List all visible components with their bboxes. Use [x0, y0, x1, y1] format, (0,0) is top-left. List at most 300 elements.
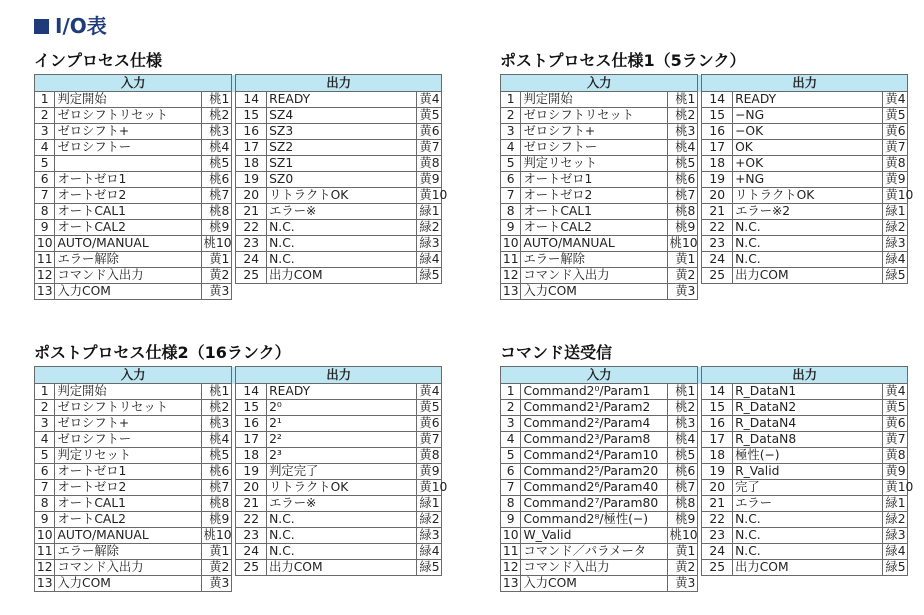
- input-header: 入力: [501, 75, 698, 92]
- output-number: 21: [702, 496, 733, 512]
- input-number: 13: [35, 576, 55, 592]
- output-header: 出力: [236, 75, 442, 92]
- empty-cell: [702, 576, 908, 592]
- input-pin: 桃1: [667, 92, 698, 108]
- input-number: 3: [501, 416, 521, 432]
- input-number: 12: [35, 560, 55, 576]
- input-number: 3: [35, 416, 55, 432]
- input-number: 9: [501, 220, 521, 236]
- input-number: 5: [35, 156, 55, 172]
- output-signal: N.C.: [267, 236, 417, 252]
- input-number: 7: [501, 188, 521, 204]
- output-number: 25: [236, 268, 267, 284]
- input-signal: ゼロシフト+: [55, 416, 201, 432]
- output-pin: 緑1: [417, 204, 442, 220]
- input-pin: 桃6: [201, 172, 232, 188]
- input-pin: 桃4: [201, 140, 232, 156]
- output-signal: 2³: [267, 448, 417, 464]
- input-signal: オートCAL2: [521, 220, 667, 236]
- input-pin: 桃9: [201, 512, 232, 528]
- empty-cell: [236, 284, 442, 300]
- output-pin: 黄8: [883, 448, 908, 464]
- input-number: 6: [35, 464, 55, 480]
- input-pin: 桃5: [201, 156, 232, 172]
- input-header: 入力: [35, 75, 232, 92]
- input-signal: AUTO/MANUAL: [521, 236, 667, 252]
- input-pin: 黄3: [667, 576, 698, 592]
- table-row: [501, 448, 908, 464]
- table-row: [501, 236, 908, 252]
- input-pin: 桃6: [201, 464, 232, 480]
- output-pin: 黄5: [417, 400, 442, 416]
- input-pin: 桃2: [667, 108, 698, 124]
- output-signal: −OK: [733, 124, 883, 140]
- output-signal: エラー※2: [733, 204, 883, 220]
- input-pin: 桃10: [201, 236, 232, 252]
- table-row: [35, 384, 442, 400]
- input-signal: オートCAL2: [55, 512, 201, 528]
- input-pin: 桃10: [667, 528, 698, 544]
- output-number: 17: [702, 432, 733, 448]
- output-signal: N.C.: [733, 220, 883, 236]
- output-signal: SZ0: [267, 172, 417, 188]
- input-number: 10: [501, 528, 521, 544]
- table-row: [35, 576, 442, 592]
- output-number: 25: [236, 560, 267, 576]
- input-pin: 桃7: [201, 188, 232, 204]
- output-number: 16: [236, 416, 267, 432]
- table-row: [35, 400, 442, 416]
- table-row: [35, 496, 442, 512]
- input-signal: コマンド／パラメータ: [521, 544, 667, 560]
- input-signal: [55, 156, 201, 172]
- output-signal: N.C.: [733, 544, 883, 560]
- table-row: [35, 188, 442, 204]
- output-signal: R_DataN2: [733, 400, 883, 416]
- input-pin: 桃10: [667, 236, 698, 252]
- table-row: [501, 464, 908, 480]
- input-header: 入力: [35, 367, 232, 384]
- output-pin: 黄8: [417, 448, 442, 464]
- output-signal: OK: [733, 140, 883, 156]
- table-row: [501, 124, 908, 140]
- output-signal: N.C.: [267, 220, 417, 236]
- input-pin: 桃2: [201, 108, 232, 124]
- table-row: [35, 172, 442, 188]
- input-pin: 黄3: [201, 576, 232, 592]
- input-number: 2: [501, 108, 521, 124]
- output-number: 17: [702, 140, 733, 156]
- input-pin: 黄1: [201, 544, 232, 560]
- output-pin: 黄7: [883, 140, 908, 156]
- io-table: [500, 74, 914, 300]
- output-signal: +NG: [733, 172, 883, 188]
- output-number: 22: [702, 512, 733, 528]
- output-pin: 緑5: [417, 268, 442, 284]
- input-number: 4: [35, 432, 55, 448]
- output-number: 14: [236, 384, 267, 400]
- output-number: 16: [702, 124, 733, 140]
- output-number: 20: [236, 480, 267, 496]
- table-row: [501, 544, 908, 560]
- input-pin: 桃7: [667, 480, 698, 496]
- table-row: [501, 108, 908, 124]
- output-number: 15: [236, 108, 267, 124]
- table-row: [35, 124, 442, 140]
- table-row: [501, 172, 908, 188]
- input-number: 7: [35, 480, 55, 496]
- output-number: 21: [702, 204, 733, 220]
- output-signal: 出力COM: [733, 560, 883, 576]
- page-title: [34, 10, 107, 39]
- input-signal: 判定開始: [521, 92, 667, 108]
- input-signal: 判定開始: [55, 92, 201, 108]
- output-number: 23: [236, 236, 267, 252]
- input-signal: Command2⁸/極性(−): [521, 512, 667, 528]
- output-pin: 黄7: [417, 432, 442, 448]
- output-pin: 黄9: [417, 464, 442, 480]
- table-row: [35, 220, 442, 236]
- output-signal: R_DataN1: [733, 384, 883, 400]
- table-header-row: [501, 367, 908, 384]
- output-signal: R_Valid: [733, 464, 883, 480]
- input-number: 11: [501, 544, 521, 560]
- output-signal: N.C.: [267, 528, 417, 544]
- table-row: [501, 140, 908, 156]
- output-number: 22: [236, 220, 267, 236]
- output-signal: 2¹: [267, 416, 417, 432]
- input-signal: ゼロシフトー: [521, 140, 667, 156]
- input-number: 8: [501, 496, 521, 512]
- section-title: ポストプロセス仕様1（5ランク）: [500, 51, 746, 70]
- output-signal: SZ1: [267, 156, 417, 172]
- input-pin: 桃9: [201, 220, 232, 236]
- output-signal: N.C.: [267, 512, 417, 528]
- table-row: [35, 108, 442, 124]
- input-number: 7: [35, 188, 55, 204]
- output-signal: N.C.: [733, 252, 883, 268]
- input-signal: Command2¹/Param2: [521, 400, 667, 416]
- output-number: 24: [236, 252, 267, 268]
- table-row: [35, 268, 442, 284]
- input-pin: 黄2: [667, 560, 698, 576]
- output-header: 出力: [702, 75, 908, 92]
- output-signal: エラー※: [267, 204, 417, 220]
- output-pin: 黄4: [417, 92, 442, 108]
- output-number: 16: [236, 124, 267, 140]
- input-signal: Command2⁴/Param10: [521, 448, 667, 464]
- input-pin: 桃5: [201, 448, 232, 464]
- output-number: 14: [236, 92, 267, 108]
- table-row: [501, 512, 908, 528]
- output-signal: READY: [267, 92, 417, 108]
- output-pin: 黄7: [883, 432, 908, 448]
- input-number: 1: [35, 384, 55, 400]
- page-title-text: I/O表: [55, 14, 107, 38]
- output-pin: 黄6: [417, 416, 442, 432]
- input-header: 入力: [501, 367, 698, 384]
- input-pin: 桃6: [667, 172, 698, 188]
- input-pin: 桃2: [667, 400, 698, 416]
- output-pin: 黄6: [417, 124, 442, 140]
- output-pin: 緑5: [883, 560, 908, 576]
- input-signal: 判定リセット: [521, 156, 667, 172]
- output-number: 19: [236, 464, 267, 480]
- input-signal: エラー解除: [55, 252, 201, 268]
- input-signal: Command2³/Param8: [521, 432, 667, 448]
- input-number: 5: [501, 448, 521, 464]
- input-pin: 桃1: [201, 384, 232, 400]
- input-pin: 桃4: [667, 140, 698, 156]
- output-pin: 緑3: [883, 528, 908, 544]
- output-number: 15: [236, 400, 267, 416]
- output-number: 17: [236, 140, 267, 156]
- output-pin: 黄6: [883, 124, 908, 140]
- table-row: [35, 528, 442, 544]
- input-number: 2: [35, 400, 55, 416]
- output-pin: 黄5: [883, 108, 908, 124]
- output-pin: 黄10: [883, 188, 908, 204]
- output-signal: エラー: [733, 496, 883, 512]
- table-row: [501, 156, 908, 172]
- output-pin: 黄4: [417, 384, 442, 400]
- input-signal: AUTO/MANUAL: [55, 236, 201, 252]
- table-row: [35, 416, 442, 432]
- table-row: [35, 560, 442, 576]
- input-pin: 桃2: [201, 400, 232, 416]
- input-number: 11: [35, 252, 55, 268]
- input-number: 1: [501, 384, 521, 400]
- input-number: 8: [501, 204, 521, 220]
- input-number: 4: [35, 140, 55, 156]
- table-row: [501, 480, 908, 496]
- output-pin: 黄5: [417, 108, 442, 124]
- input-signal: コマンド入出力: [521, 560, 667, 576]
- input-number: 12: [35, 268, 55, 284]
- output-number: 20: [236, 188, 267, 204]
- output-pin: 緑2: [417, 512, 442, 528]
- input-signal: AUTO/MANUAL: [55, 528, 201, 544]
- output-number: 23: [702, 236, 733, 252]
- input-pin: 桃8: [201, 496, 232, 512]
- input-pin: 黄2: [201, 268, 232, 284]
- input-pin: 桃3: [667, 416, 698, 432]
- input-pin: 黄1: [667, 252, 698, 268]
- table-row: [501, 284, 908, 300]
- output-signal: R_DataN4: [733, 416, 883, 432]
- output-signal: READY: [267, 384, 417, 400]
- output-number: 14: [702, 92, 733, 108]
- input-number: 1: [35, 92, 55, 108]
- input-number: 10: [35, 528, 55, 544]
- table-row: [501, 220, 908, 236]
- output-pin: 緑3: [883, 236, 908, 252]
- output-pin: 緑1: [883, 496, 908, 512]
- table-row: [35, 140, 442, 156]
- input-signal: エラー解除: [55, 544, 201, 560]
- input-number: 11: [35, 544, 55, 560]
- input-pin: 黄2: [201, 560, 232, 576]
- output-number: 23: [702, 528, 733, 544]
- table-row: [501, 400, 908, 416]
- output-pin: 黄7: [417, 140, 442, 156]
- io-table: [500, 366, 914, 592]
- output-number: 21: [236, 496, 267, 512]
- output-signal: 完了: [733, 480, 883, 496]
- input-signal: 入力COM: [55, 284, 201, 300]
- output-pin: 黄9: [883, 464, 908, 480]
- output-number: 24: [236, 544, 267, 560]
- table-row: [501, 252, 908, 268]
- input-signal: Command2²/Param4: [521, 416, 667, 432]
- table-header-row: [35, 367, 442, 384]
- input-signal: ゼロシフトー: [55, 432, 201, 448]
- output-number: 21: [236, 204, 267, 220]
- output-number: 23: [236, 528, 267, 544]
- input-number: 8: [35, 204, 55, 220]
- input-pin: 桃8: [667, 204, 698, 220]
- input-pin: 黄1: [667, 544, 698, 560]
- input-number: 6: [501, 464, 521, 480]
- input-signal: ゼロシフトリセット: [521, 108, 667, 124]
- input-number: 6: [501, 172, 521, 188]
- output-signal: N.C.: [267, 544, 417, 560]
- table-row: [35, 252, 442, 268]
- empty-cell: [702, 284, 908, 300]
- output-signal: リトラクトOK: [733, 188, 883, 204]
- output-pin: 緑4: [417, 544, 442, 560]
- output-number: 18: [702, 156, 733, 172]
- input-pin: 桃7: [201, 480, 232, 496]
- input-signal: コマンド入出力: [55, 560, 201, 576]
- input-number: 1: [501, 92, 521, 108]
- input-signal: オートゼロ2: [55, 188, 201, 204]
- output-number: 19: [702, 172, 733, 188]
- output-signal: SZ4: [267, 108, 417, 124]
- output-signal: 出力COM: [267, 560, 417, 576]
- table-row: [501, 268, 908, 284]
- input-signal: オートゼロ1: [55, 464, 201, 480]
- input-pin: 桃1: [201, 92, 232, 108]
- section-title: ポストプロセス仕様2（16ランク）: [34, 343, 291, 362]
- input-number: 6: [35, 172, 55, 188]
- input-signal: 入力COM: [521, 576, 667, 592]
- output-pin: 緑1: [883, 204, 908, 220]
- table-row: [35, 204, 442, 220]
- output-signal: エラー※: [267, 496, 417, 512]
- output-pin: 黄10: [417, 188, 442, 204]
- table-header-row: [35, 75, 442, 92]
- output-number: 24: [702, 252, 733, 268]
- input-signal: 判定開始: [55, 384, 201, 400]
- output-pin: 黄9: [883, 172, 908, 188]
- input-number: 7: [501, 480, 521, 496]
- input-pin: 桃10: [201, 528, 232, 544]
- output-number: 19: [236, 172, 267, 188]
- table-row: [501, 496, 908, 512]
- table-row: [35, 512, 442, 528]
- table-row: [501, 560, 908, 576]
- input-number: 2: [35, 108, 55, 124]
- input-pin: 桃3: [201, 124, 232, 140]
- output-signal: リトラクトOK: [267, 480, 417, 496]
- input-signal: オートCAL2: [55, 220, 201, 236]
- input-pin: 桃4: [667, 432, 698, 448]
- output-number: 16: [702, 416, 733, 432]
- input-pin: 桃5: [667, 448, 698, 464]
- output-number: 18: [236, 448, 267, 464]
- table-row: [35, 464, 442, 480]
- input-signal: 判定リセット: [55, 448, 201, 464]
- output-pin: 黄8: [417, 156, 442, 172]
- input-number: 4: [501, 432, 521, 448]
- output-signal: −NG: [733, 108, 883, 124]
- table-row: [35, 284, 442, 300]
- square-bullet-icon: [34, 19, 49, 34]
- input-signal: オートゼロ1: [521, 172, 667, 188]
- input-signal: オートCAL1: [521, 204, 667, 220]
- input-number: 8: [35, 496, 55, 512]
- output-pin: 緑1: [417, 496, 442, 512]
- output-signal: N.C.: [733, 528, 883, 544]
- table-row: [501, 432, 908, 448]
- input-signal: オートゼロ2: [521, 188, 667, 204]
- output-signal: R_DataN8: [733, 432, 883, 448]
- input-signal: W_Valid: [521, 528, 667, 544]
- input-pin: 桃3: [667, 124, 698, 140]
- empty-cell: [236, 576, 442, 592]
- output-number: 25: [702, 560, 733, 576]
- input-number: 9: [35, 220, 55, 236]
- input-number: 9: [35, 512, 55, 528]
- io-table: [34, 74, 448, 300]
- output-number: 15: [702, 400, 733, 416]
- output-number: 20: [702, 480, 733, 496]
- input-number: 12: [501, 268, 521, 284]
- input-signal: オートCAL1: [55, 496, 201, 512]
- output-signal: 出力COM: [733, 268, 883, 284]
- output-pin: 緑3: [417, 528, 442, 544]
- input-number: 10: [35, 236, 55, 252]
- output-pin: 黄8: [883, 156, 908, 172]
- output-header: 出力: [702, 367, 908, 384]
- input-pin: 桃9: [667, 512, 698, 528]
- output-number: 24: [702, 544, 733, 560]
- table-row: [501, 384, 908, 400]
- input-signal: オートゼロ1: [55, 172, 201, 188]
- table-row: [35, 544, 442, 560]
- input-signal: Command2⁵/Param20: [521, 464, 667, 480]
- table-row: [501, 92, 908, 108]
- input-signal: ゼロシフトリセット: [55, 400, 201, 416]
- input-number: 5: [501, 156, 521, 172]
- output-pin: 緑2: [417, 220, 442, 236]
- input-signal: 入力COM: [55, 576, 201, 592]
- table-row: [35, 156, 442, 172]
- output-pin: 黄6: [883, 416, 908, 432]
- output-signal: SZ3: [267, 124, 417, 140]
- input-number: 10: [501, 236, 521, 252]
- output-signal: N.C.: [733, 512, 883, 528]
- input-number: 4: [501, 140, 521, 156]
- output-pin: 緑2: [883, 512, 908, 528]
- table-row: [501, 576, 908, 592]
- input-number: 3: [501, 124, 521, 140]
- output-signal: 2⁰: [267, 400, 417, 416]
- output-number: 25: [702, 268, 733, 284]
- input-signal: ゼロシフトー: [55, 140, 201, 156]
- input-signal: ゼロシフト+: [521, 124, 667, 140]
